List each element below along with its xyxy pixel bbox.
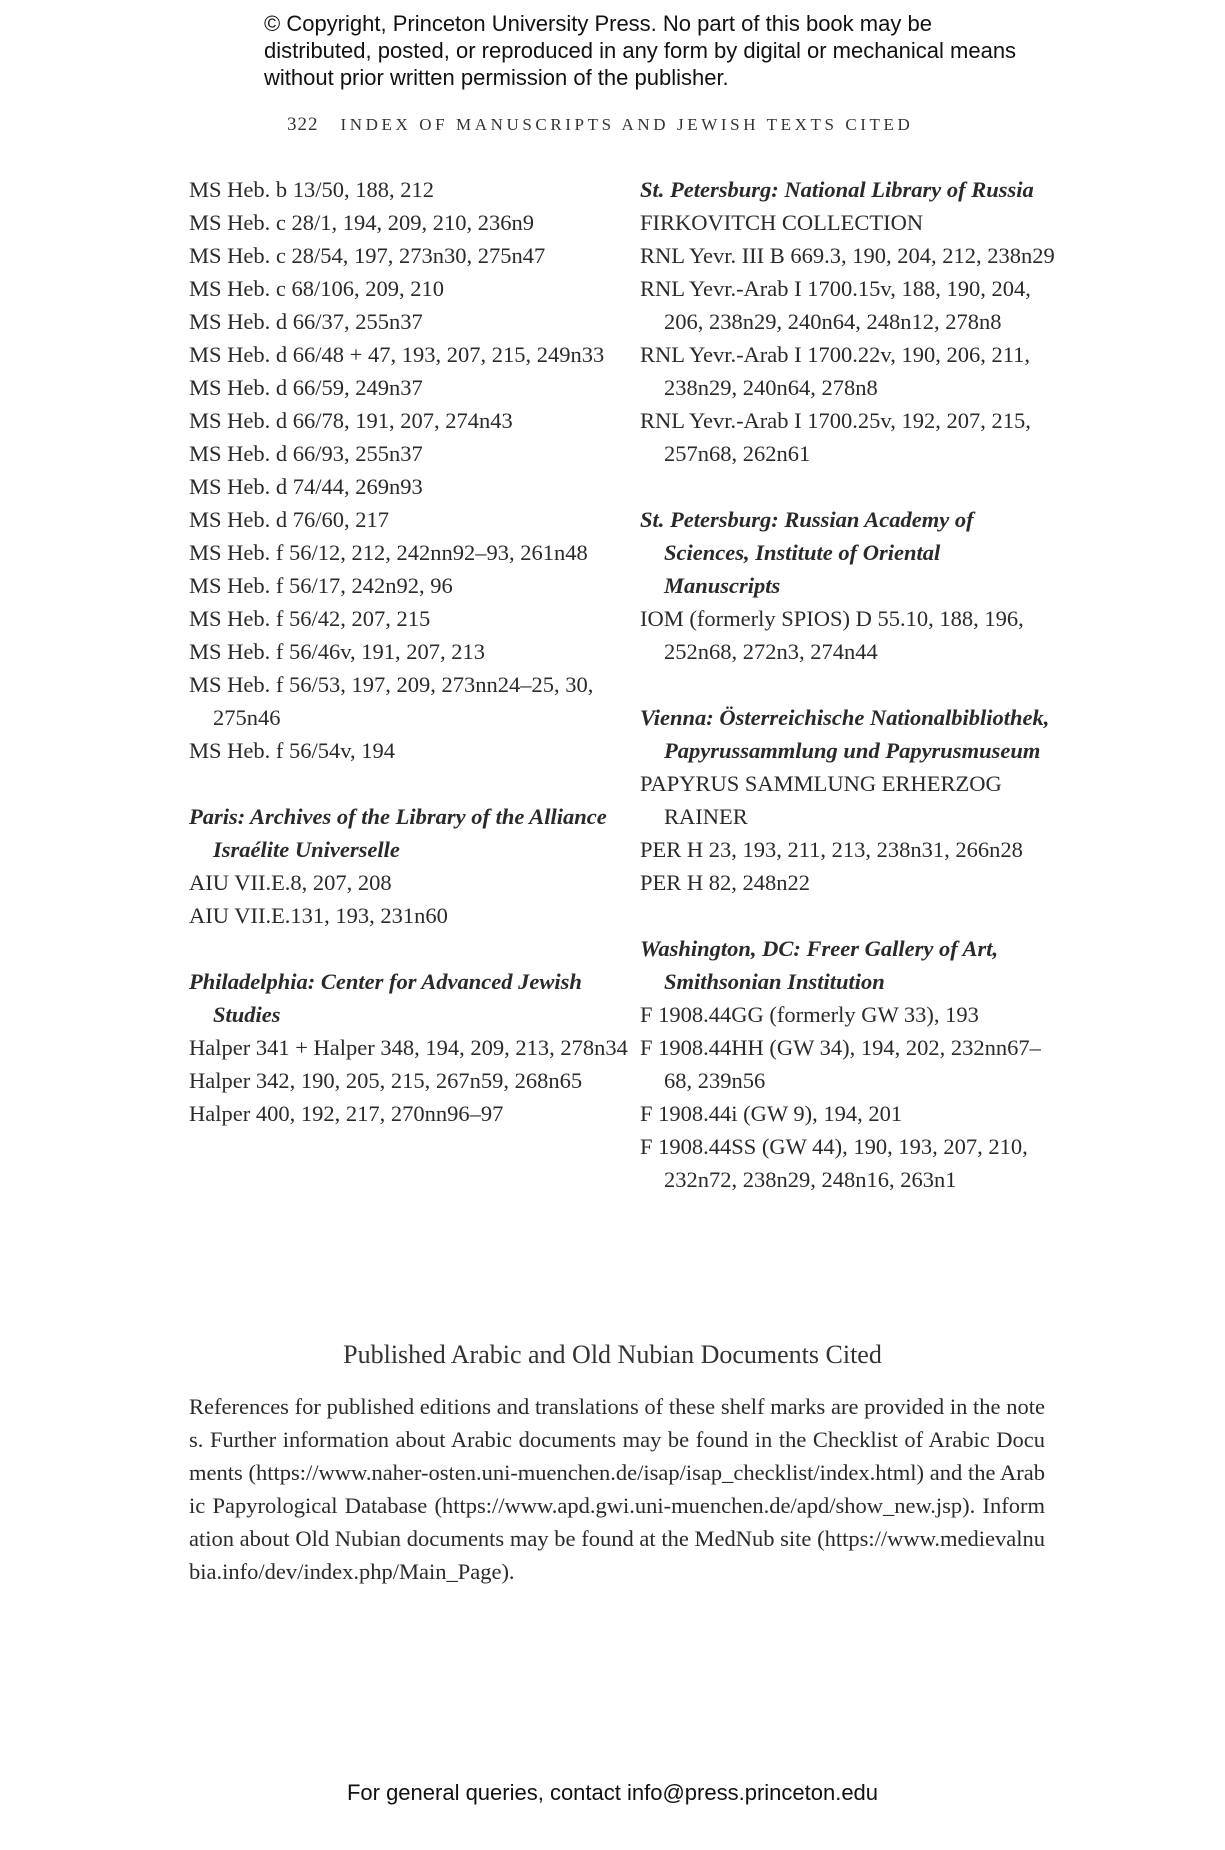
index-entry: MS Heb. f 56/12, 212, 242nn92–93, 261n48	[189, 540, 588, 565]
index-entry: MS Heb. f 56/54v, 194	[189, 738, 396, 763]
index-entry: MS Heb. c 68/106, 209, 210	[189, 276, 444, 301]
running-head-title: INDEX OF MANUSCRIPTS AND JEWISH TEXTS CITED	[340, 115, 914, 134]
index-entry: MS Heb. d 74/44, 269n93	[189, 474, 423, 499]
index-entry: MS Heb. b 13/50, 188, 212	[189, 177, 435, 202]
index-entry: F 1908.44HH (GW 34), 194, 202, 232nn67–68, 239n56	[640, 1035, 1041, 1093]
index-entry: RNL Yevr. III B 669.3, 190, 204, 212, 238n29	[640, 243, 1055, 268]
index-entry: F 1908.44i (GW 9), 194, 201	[640, 1101, 903, 1126]
repository-heading: Washington, DC: Freer Gallery of Art, Smithsonian Institution	[640, 936, 999, 994]
index-entry: MS Heb. d 66/78, 191, 207, 274n43	[189, 408, 513, 433]
index-entry: MS Heb. d 66/37, 255n37	[189, 309, 423, 334]
index-entry: AIU VII.E.8, 207, 208	[189, 870, 392, 895]
section-gap	[189, 932, 629, 965]
index-entry: MS Heb. f 56/42, 207, 215	[189, 606, 431, 631]
index-entry: MS Heb. f 56/46v, 191, 207, 213	[189, 639, 486, 664]
index-entry: IOM (formerly SPIOS) D 55.10, 188, 196, 252n68, 272n3, 274n44	[640, 606, 1024, 664]
repository-heading: St. Petersburg: Russian Academy of Sciences, Institute of Oriental Manuscripts	[640, 507, 974, 598]
index-entry: MS Heb. d 66/48 + 47, 193, 207, 215, 249n33	[189, 342, 605, 367]
index-entry: Halper 400, 192, 217, 270nn96–97	[189, 1101, 504, 1126]
page-number: 322	[287, 114, 319, 135]
index-entry: MS Heb. d 66/93, 255n37	[189, 441, 423, 466]
index-entry: PAPYRUS SAMMLUNG ERHERZOG RAINER	[640, 771, 1002, 829]
index-entry: MS Heb. c 28/1, 194, 209, 210, 236n9	[189, 210, 534, 235]
index-entry: Halper 342, 190, 205, 215, 267n59, 268n65	[189, 1068, 583, 1093]
section-gap	[640, 470, 1060, 503]
index-entry: MS Heb. d 76/60, 217	[189, 507, 390, 532]
section-gap	[640, 899, 1060, 932]
repository-heading: Paris: Archives of the Library of the Alliance Israélite Universelle	[189, 804, 607, 862]
index-entry: MS Heb. d 66/59, 249n37	[189, 375, 423, 400]
repository-heading: Vienna: Österreichische Nationalbibliothek, Papyrussammlung und Papyrusmuseum	[640, 705, 1050, 763]
index-entry: MS Heb. c 28/54, 197, 273n30, 275n47	[189, 243, 546, 268]
right-index-column	[640, 173, 1060, 1196]
index-entry: RNL Yevr.-Arab I 1700.25v, 192, 207, 215, 257n68, 262n61	[640, 408, 1031, 466]
section-paragraph: References for published editions and translations of these shelf marks are provided in the notes. Further information about Arabic documents may be found in the Checklist of Arabic Documents (https://www.naher-osten.uni-muenchen.de/isap/isap_checklist/index.html) and the Arabic Papyrological Database (https://www.apd.gwi.uni-muenchen.de/apd/show_new.jsp). Information about Old Nubian documents may be found at the MedNub site (https://www.medievalnubia.info/dev/index.php/Main_Page).	[189, 1394, 1045, 1584]
index-entry: MS Heb. f 56/17, 242n92, 96	[189, 573, 453, 598]
index-entry: MS Heb. f 56/53, 197, 209, 273nn24–25, 30, 275n46	[189, 672, 594, 730]
index-entry: FIRKOVITCH COLLECTION	[640, 210, 924, 235]
section-gap	[640, 668, 1060, 701]
running-head	[287, 114, 1087, 136]
index-entry: PER H 23, 193, 211, 213, 238n31, 266n28	[640, 837, 1023, 862]
index-entry: RNL Yevr.-Arab I 1700.15v, 188, 190, 204, 206, 238n29, 240n64, 248n12, 278n8	[640, 276, 1031, 334]
index-entry: AIU VII.E.131, 193, 231n60	[189, 903, 448, 928]
index-entry: F 1908.44SS (GW 44), 190, 193, 207, 210, 232n72, 238n29, 248n16, 263n1	[640, 1134, 1028, 1192]
repository-heading: St. Petersburg: National Library of Russia	[640, 177, 1034, 202]
index-entry: Halper 341 + Halper 348, 194, 209, 213, 278n34	[189, 1035, 628, 1060]
index-entry: RNL Yevr.-Arab I 1700.22v, 190, 206, 211, 238n29, 240n64, 278n8	[640, 342, 1030, 400]
section-gap	[189, 767, 629, 800]
left-index-column	[189, 173, 629, 1130]
footer-contact: For general queries, contact info@press.princeton.edu	[346, 1780, 879, 1805]
section-title: Published Arabic and Old Nubian Documents Cited	[343, 1340, 882, 1369]
index-entry: PER H 82, 248n22	[640, 870, 811, 895]
copyright-notice: © Copyright, Princeton University Press. No part of this book may be distributed, posted, or reproduced in any form by digital or mechanical means without prior written permission of the publisher.	[264, 11, 1017, 90]
index-entry: F 1908.44GG (formerly GW 33), 193	[640, 1002, 979, 1027]
repository-heading: Philadelphia: Center for Advanced Jewish Studies	[189, 969, 582, 1027]
